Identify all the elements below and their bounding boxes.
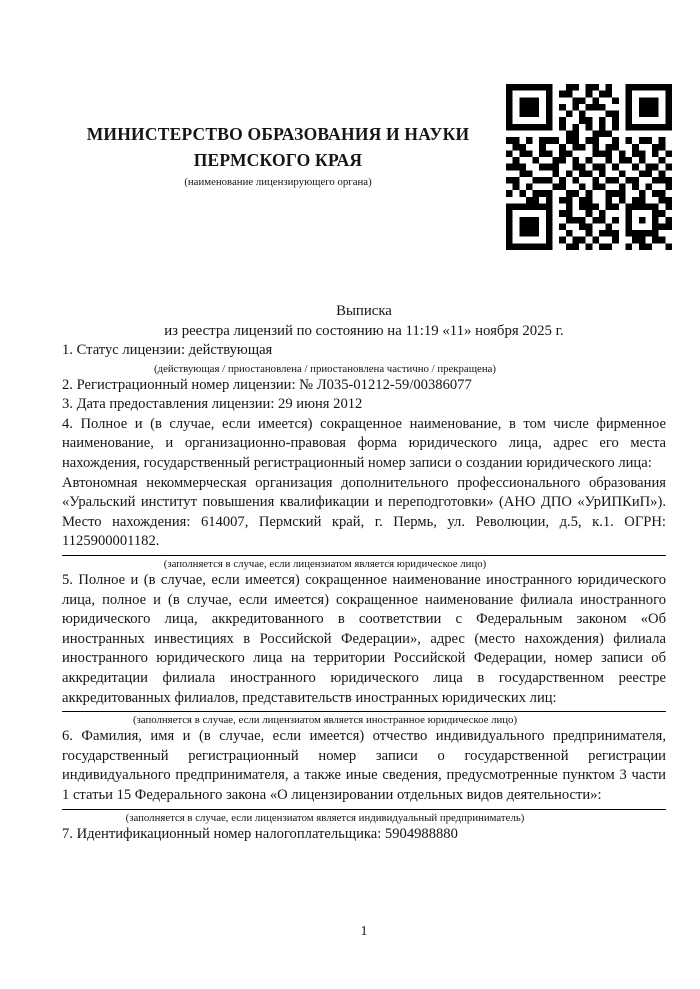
item-7-taxpayer-id: 7. Идентификационный номер налогоплательщика: 5904988880 [62, 826, 458, 843]
document-title [62, 301, 666, 341]
item-5-caption: (заполняется в случае, если лицензиатом является иностранное юридическое лицо) [132, 714, 518, 727]
item-4-legal-entity-value: Автономная некоммерческая организация дополнительного профессионального образования «Уральский институт повышения квалификации и переподготовки» (АНО ДПО «УрИПКиП»). Место нахождения: 614007, Пермский край, г. Пермь, ул. Революции, д.5, к.1. ОГРН: 1125900001182. [62, 474, 666, 550]
document-title-line2: из реестра лицензий по состоянию на 11:19 «11» ноября 2025 г. [164, 323, 564, 339]
ministry-name-line2: ПЕРМСКОГО КРАЯ [193, 150, 363, 170]
item-4-legal-entity-heading: 4. Полное и (в случае, если имеется) сокращенное наименование, в том числе фирменное наименование, и организационно-правовая форма юридического лица, адрес его места нахождения, государственный регистрационный номер записи о создании юридического лица: [62, 415, 666, 471]
qr-code [506, 84, 672, 250]
item-4-caption: (заполняется в случае, если лицензиатом является юридическое лицо) [163, 557, 487, 570]
item-5-fill-line [62, 711, 666, 712]
document-title-line1: Выписка [336, 303, 392, 319]
item-1-license-status: 1. Статус лицензии: действующая [62, 342, 273, 358]
item-6-caption: (заполняется в случае, если лицензиатом является индивидуальный предприниматель) [125, 812, 525, 825]
letterhead [62, 0, 494, 189]
item-6-entrepreneur-heading: 6. Фамилия, имя и (в случае, если имеется) отчество индивидуального предпринимателя, государственный регистрационный номер записи о государственной регистрации индивидуального предпринимателя, а также иные сведения, предусмотренные пунктом 3 части 1 статьи 15 Федерального закона «О лицензировании отдельных видов деятельности»: [62, 728, 666, 803]
item-5-foreign-entity-heading: 5. Полное и (в случае, если имеется) сокращенное наименование иностранного юридического лица, полное и (в случае, если имеется) сокращенное наименование филиала иностранного юридического лица, аккредитованного в соответствии с Федеральным законом «Об иностранных инвестициях в Российской Федерации», адрес (место нахождения) филиала иностранного юридического лица на территории Российской Федерации, номер записи об аккредитации филиала иностранного юридического лица в государственном реестре аккредитованных филиалов, представительств иностранных юридических лиц: [62, 571, 666, 706]
item-1-caption: (действующая / приостановлена / приостановлена частично / прекращена) [154, 362, 496, 375]
item-6-fill-line [62, 809, 666, 810]
item-4-fill-line [62, 555, 666, 556]
page-number: 1 [360, 924, 368, 939]
item-3-license-grant-date: 3. Дата предоставления лицензии: 29 июня 2012 [62, 396, 363, 413]
ministry-name-line1: МИНИСТЕРСТВО ОБРАЗОВАНИЯ И НАУКИ [86, 124, 470, 144]
item-2-registration-number: 2. Регистрационный номер лицензии: № Л035-01212-59/00386077 [62, 376, 472, 393]
licensing-authority-caption: (наименование лицензирующего органа) [184, 176, 372, 188]
